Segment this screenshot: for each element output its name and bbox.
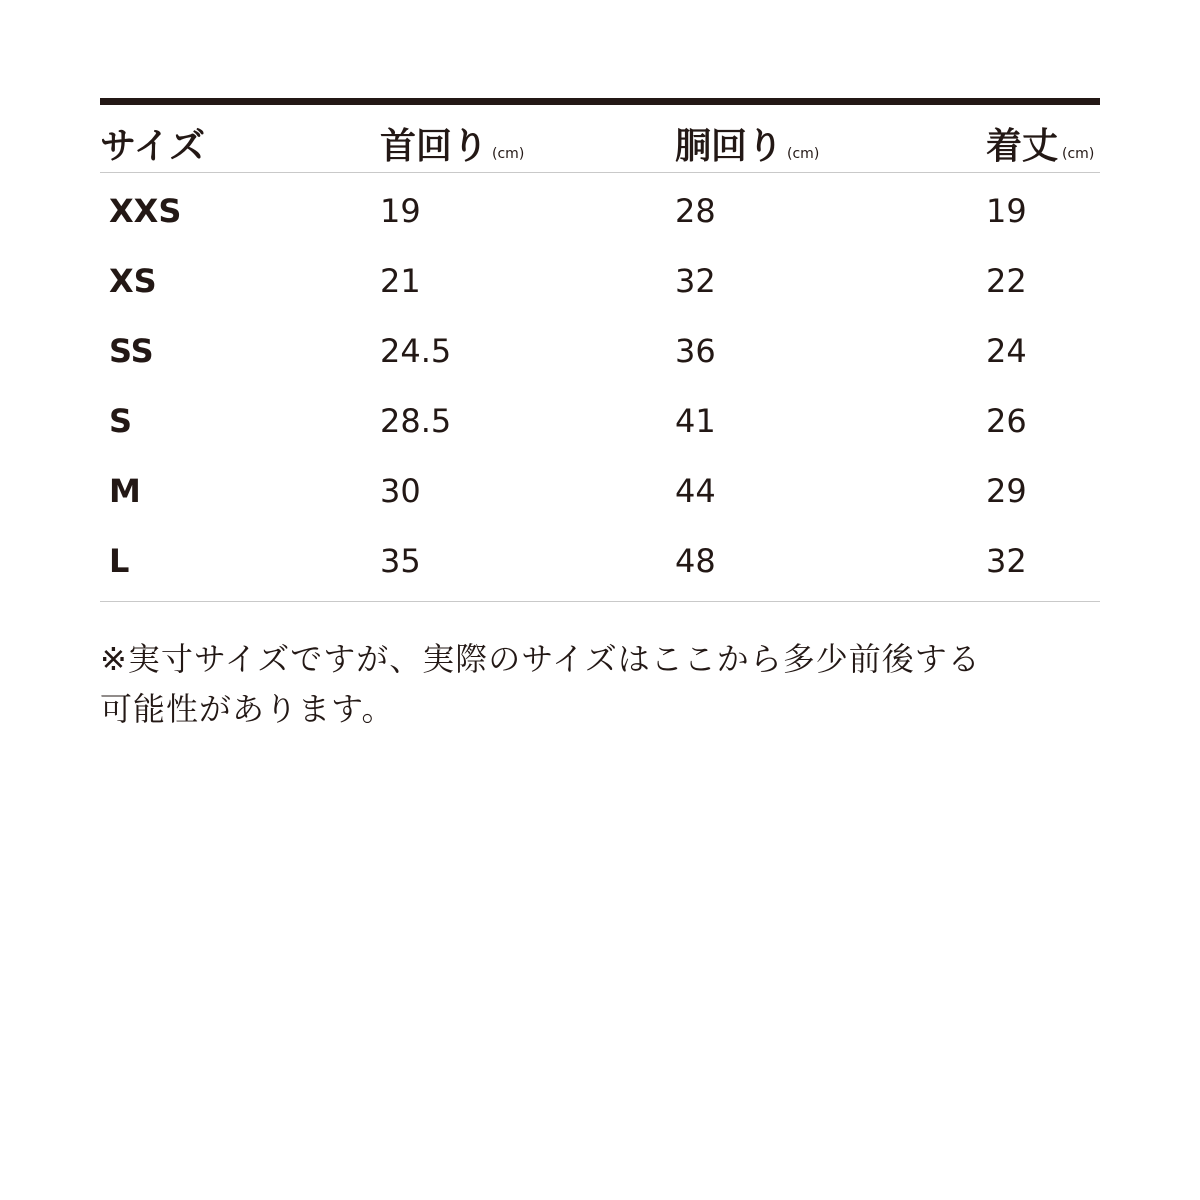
cell-size: S (109, 402, 133, 440)
cell-neck: 30 (380, 472, 421, 510)
size-table (100, 98, 1100, 602)
header-chest (675, 127, 819, 174)
cell-neck: 28.5 (380, 402, 452, 440)
cell-chest: 32 (675, 262, 716, 300)
cell-length: 24 (986, 332, 1027, 370)
header-length (986, 127, 1094, 174)
cell-length: 22 (986, 262, 1027, 300)
table-body (100, 173, 1100, 602)
header-neck-label: 首回り (380, 126, 489, 167)
cell-size: M (109, 472, 141, 510)
cell-chest: 48 (675, 542, 716, 580)
cell-length: 19 (986, 192, 1027, 230)
header-neck (380, 127, 524, 174)
cell-length: 32 (986, 542, 1027, 580)
note-line-2: 可能性があります。 (100, 690, 395, 728)
cell-length: 26 (986, 402, 1027, 440)
cell-length: 29 (986, 472, 1027, 510)
header-size (100, 127, 205, 167)
note-line-1: ※実寸サイズですが、実際のサイズはここから多少前後する (100, 640, 981, 678)
cell-chest: 28 (675, 192, 716, 230)
header-chest-label: 胴回り (675, 126, 784, 167)
table-header (100, 105, 1100, 173)
table-row (100, 383, 1100, 453)
table-row (100, 243, 1100, 313)
cell-neck: 21 (380, 262, 421, 300)
cell-neck: 24.5 (380, 332, 452, 370)
table-row (100, 453, 1100, 523)
table-row (100, 523, 1100, 593)
cell-chest: 41 (675, 402, 716, 440)
table-row (100, 173, 1100, 243)
cell-chest: 44 (675, 472, 716, 510)
size-note (100, 634, 1100, 734)
table-row (100, 313, 1100, 383)
cell-size: XS (109, 262, 157, 300)
header-size-label: サイズ (100, 126, 206, 167)
header-neck-unit: (cm) (492, 146, 525, 162)
cell-neck: 35 (380, 542, 421, 580)
top-rule (100, 98, 1100, 105)
cell-size: XXS (109, 192, 182, 230)
cell-size: L (109, 542, 130, 580)
header-length-unit: (cm) (1062, 146, 1095, 162)
cell-size: SS (109, 332, 154, 370)
cell-neck: 19 (380, 192, 421, 230)
cell-chest: 36 (675, 332, 716, 370)
header-chest-unit: (cm) (787, 146, 820, 162)
header-length-label: 着丈 (986, 126, 1059, 167)
